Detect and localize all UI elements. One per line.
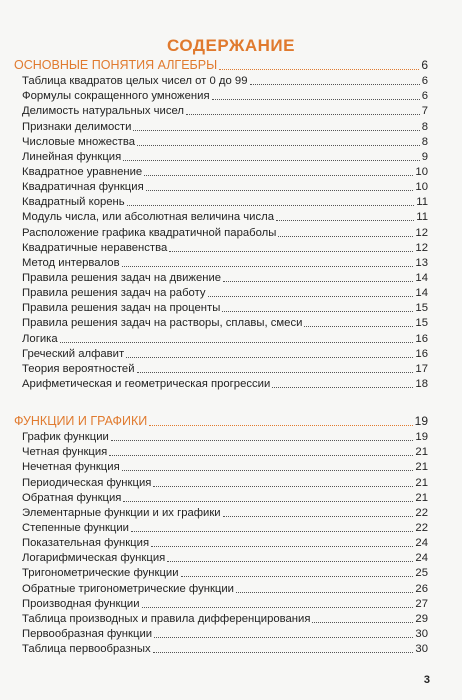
- toc-entry-label: Формулы сокращенного умножения: [22, 90, 210, 103]
- toc-entry-page-number: 17: [415, 362, 428, 375]
- toc-entry-page-number: 29: [415, 612, 428, 625]
- toc-entry: [22, 444, 428, 459]
- toc-entry-label: Обратные тригонометрические функции: [22, 582, 234, 595]
- dot-leader: [208, 296, 414, 297]
- toc-entry-page-number: 24: [415, 537, 428, 550]
- toc-entry-page-number: 22: [415, 506, 428, 519]
- toc-entry: [22, 164, 428, 179]
- toc-entry-label: Квадратичная функция: [22, 181, 144, 194]
- toc-entry-page-number: 12: [415, 226, 428, 239]
- toc-entry-label: Показательная функция: [22, 537, 150, 550]
- dot-leader: [181, 576, 414, 577]
- toc-entry-label: Таблица квадратов целых чисел от 0 до 99: [22, 75, 248, 88]
- toc-entry-label: Модуль числа, или абсолютная величина числа: [22, 211, 274, 224]
- dot-leader: [137, 145, 420, 146]
- toc-entry-label: Квадратичные неравенства: [22, 241, 168, 254]
- toc-entry-label: Логика: [22, 332, 58, 345]
- toc-entry-page-number: 8: [421, 120, 428, 133]
- dot-leader: [167, 561, 413, 562]
- dot-leader: [304, 326, 413, 327]
- toc-entry-page-number: 25: [415, 567, 428, 580]
- toc-entry-label: Правила решения задач на проценты: [22, 302, 221, 315]
- dot-leader: [223, 516, 414, 517]
- toc-entry-label: Первообразная функции: [22, 627, 153, 640]
- toc-entry-page-number: 10: [415, 181, 428, 194]
- toc-entry: [22, 490, 428, 505]
- toc-entry: [22, 429, 428, 444]
- toc-entry-page-number: 7: [421, 105, 428, 118]
- toc-entry: [22, 520, 428, 535]
- dot-leader: [131, 531, 413, 532]
- toc-entry: [22, 224, 428, 239]
- dot-leader: [312, 622, 413, 623]
- toc-entry-label: Числовые множества: [22, 135, 136, 148]
- dot-leader: [122, 266, 414, 267]
- toc-entry: [22, 626, 428, 641]
- toc-entry-label: Квадратное уравнение: [22, 165, 143, 178]
- page-title: СОДЕРЖАНИЕ: [167, 36, 295, 55]
- toc-entry-page-number: 15: [415, 302, 428, 315]
- section-title: ОСНОВНЫЕ ПОНЯТИЯ АЛГЕБРЫ: [14, 58, 218, 72]
- section-header-basic-algebra: [14, 58, 428, 73]
- toc-entry-page-number: 21: [415, 446, 428, 459]
- toc-entry-page-number: 6: [421, 75, 428, 88]
- toc-entry: [22, 641, 428, 656]
- dot-leader: [122, 470, 414, 471]
- toc-entry-label: Тригонометрические функции: [22, 567, 179, 580]
- dot-leader: [222, 311, 413, 312]
- toc-entry-page-number: 26: [415, 582, 428, 595]
- toc-entry-page-number: 16: [415, 347, 428, 360]
- toc-entry: [22, 240, 428, 255]
- dot-leader: [236, 592, 413, 593]
- toc-entry-page-number: 19: [415, 431, 428, 444]
- toc-entry-label: Производная функции: [22, 597, 140, 610]
- section-title: ФУНКЦИИ И ГРАФИКИ: [14, 414, 148, 428]
- toc-entry-page-number: 15: [415, 317, 428, 330]
- toc-entry-label: Греческий алфавит: [22, 347, 125, 360]
- toc-entry-label: Элементарные функции и их графики: [22, 506, 221, 519]
- toc-entry: [22, 73, 428, 88]
- toc-entry-label: Линейная функция: [22, 150, 122, 163]
- toc-entry: [22, 596, 428, 611]
- dot-leader: [250, 84, 420, 85]
- toc-entry: [22, 550, 428, 565]
- toc-entry: [22, 88, 428, 103]
- dot-leader: [109, 455, 413, 456]
- toc-entry-page-number: 18: [415, 377, 428, 390]
- toc-entry-page-number: 21: [415, 476, 428, 489]
- toc-entry-page-number: 30: [415, 627, 428, 640]
- toc-entry-page-number: 10: [415, 165, 428, 178]
- toc-entry: [22, 505, 428, 520]
- toc-entry-page-number: 9: [421, 150, 428, 163]
- dot-leader: [223, 281, 413, 282]
- toc-entry-page-number: 21: [415, 491, 428, 504]
- toc-entry: [22, 285, 428, 300]
- dot-leader: [123, 501, 413, 502]
- dot-leader: [146, 190, 414, 191]
- dot-leader: [151, 546, 413, 547]
- dot-leader: [142, 607, 414, 608]
- toc-entry: [22, 194, 428, 209]
- dot-leader: [133, 130, 419, 131]
- toc-entry: [22, 209, 428, 224]
- toc-entry: [22, 255, 428, 270]
- toc-list-basic-algebra: [22, 73, 428, 391]
- toc-list-functions-graphs: [22, 429, 428, 656]
- toc-entry: [22, 474, 428, 489]
- toc-entry-label: Правила решения задач на растворы, сплавы, смеси: [22, 317, 303, 330]
- toc-entry-page-number: 6: [421, 90, 428, 103]
- toc-entry-label: Правила решения задач на работу: [22, 287, 206, 300]
- toc-entry: [22, 179, 428, 194]
- toc-entry-page-number: 16: [415, 332, 428, 345]
- dot-leader: [60, 342, 414, 343]
- section-page-number: 19: [414, 414, 428, 428]
- toc-entry-label: Расположение графика квадратичной параболы: [22, 226, 277, 239]
- toc-entry-label: Правила решения задач на движение: [22, 271, 222, 284]
- dot-leader: [123, 160, 419, 161]
- toc-entry-page-number: 24: [415, 552, 428, 565]
- toc-entry-label: Периодическая функция: [22, 476, 152, 489]
- toc-entry-label: Таблица первообразных: [22, 643, 151, 656]
- toc-entry-page-number: 11: [416, 211, 428, 224]
- toc-entry-page-number: 27: [415, 597, 428, 610]
- toc-entry-page-number: 30: [415, 643, 428, 656]
- toc-entry: [22, 376, 428, 391]
- toc-entry: [22, 459, 428, 474]
- toc-entry-page-number: 13: [415, 256, 428, 269]
- toc-entry: [22, 346, 428, 361]
- toc-entry-page-number: 14: [415, 287, 428, 300]
- toc-entry-page-number: 14: [415, 271, 428, 284]
- toc-entry: [22, 270, 428, 285]
- toc-entry: [22, 103, 428, 118]
- toc-entry-label: Признаки делимости: [22, 120, 132, 133]
- toc-entry-label: Квадратный корень: [22, 196, 125, 209]
- toc-entry: [22, 118, 428, 133]
- dot-leader: [149, 425, 412, 426]
- dot-leader: [276, 220, 414, 221]
- toc-entry-label: Метод интервалов: [22, 256, 120, 269]
- toc-entry: [22, 330, 428, 345]
- dot-leader: [126, 357, 413, 358]
- dot-leader: [111, 440, 414, 441]
- toc-entry-label: Арифметическая и геометрическая прогрессии: [22, 377, 271, 390]
- toc-entry: [22, 361, 428, 376]
- toc-entry-label: Нечетная функция: [22, 461, 120, 474]
- toc-entry-label: Логарифмическая функция: [22, 552, 166, 565]
- page-number: 3: [423, 674, 430, 686]
- dot-leader: [212, 99, 420, 100]
- dot-leader: [169, 251, 413, 252]
- toc-entry: [22, 580, 428, 595]
- toc-entry-label: Обратная функция: [22, 491, 122, 504]
- toc-entry: [22, 611, 428, 626]
- toc-entry: [22, 134, 428, 149]
- toc-entry-label: Таблица производных и правила дифференцирования: [22, 612, 311, 625]
- section-header-functions-graphs: [14, 414, 428, 429]
- dot-leader: [127, 205, 415, 206]
- toc-entry-page-number: 12: [415, 241, 428, 254]
- dot-leader: [144, 175, 413, 176]
- toc-entry: [22, 535, 428, 550]
- toc-entry-label: Делимость натуральных чисел: [22, 105, 184, 118]
- toc-entry-label: Степенные функции: [22, 521, 129, 534]
- dot-leader: [154, 637, 413, 638]
- toc-entry-label: Теория вероятностей: [22, 362, 135, 375]
- dot-leader: [186, 114, 420, 115]
- dot-leader: [278, 236, 413, 237]
- toc-entry: [22, 300, 428, 315]
- toc-entry-page-number: 22: [415, 521, 428, 534]
- dot-leader: [153, 486, 413, 487]
- dot-leader: [219, 69, 419, 70]
- toc-entry: [22, 149, 428, 164]
- toc-entry-page-number: 11: [416, 196, 428, 209]
- section-page-number: 6: [421, 58, 428, 72]
- toc-entry-label: Четная функция: [22, 446, 108, 459]
- toc-entry: [22, 315, 428, 330]
- toc-entry-page-number: 21: [415, 461, 428, 474]
- toc-entry: [22, 565, 428, 580]
- toc-entry-page-number: 8: [421, 135, 428, 148]
- dot-leader: [272, 387, 413, 388]
- dot-leader: [153, 652, 414, 653]
- toc-entry-label: График функции: [22, 431, 109, 444]
- dot-leader: [137, 372, 414, 373]
